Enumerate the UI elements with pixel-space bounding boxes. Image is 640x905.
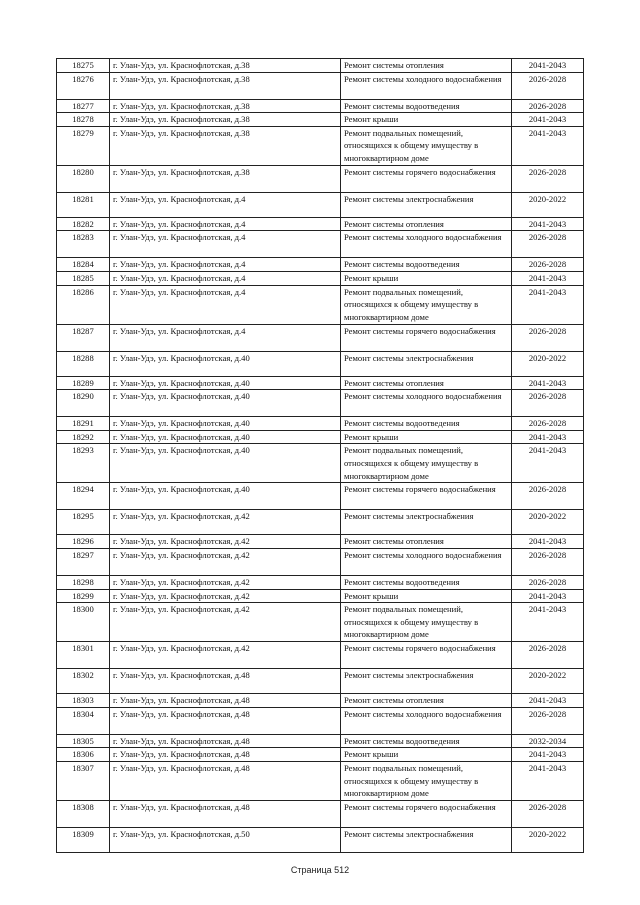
period-cell: 2020-2022 xyxy=(512,192,584,217)
table-row xyxy=(57,351,584,376)
address-cell: г. Улан-Удэ, ул. Краснофлотская, д.42 xyxy=(110,589,341,603)
work-type-cell: Ремонт системы отопления xyxy=(341,694,512,708)
address-cell: г. Улан-Удэ, ул. Краснофлотская, д.42 xyxy=(110,603,341,642)
work-type-cell: Ремонт системы холодного водоснабжения xyxy=(341,231,512,258)
period-cell: 2020-2022 xyxy=(512,669,584,694)
table-row xyxy=(57,694,584,708)
address-cell: г. Улан-Удэ, ул. Краснофлотская, д.42 xyxy=(110,548,341,575)
row-number-cell: 18291 xyxy=(57,417,110,431)
work-type-cell: Ремонт системы горячего водоснабжения xyxy=(341,483,512,510)
row-number-cell: 18309 xyxy=(57,827,110,852)
work-type-cell: Ремонт подвальных помещений, относящихся к общему имуществу в многоквартирном доме xyxy=(341,285,512,324)
address-cell: г. Улан-Удэ, ул. Краснофлотская, д.42 xyxy=(110,642,341,669)
work-type-cell: Ремонт системы холодного водоснабжения xyxy=(341,707,512,734)
table-row xyxy=(57,483,584,510)
address-cell: г. Улан-Удэ, ул. Краснофлотская, д.4 xyxy=(110,324,341,351)
table-row xyxy=(57,324,584,351)
address-cell: г. Улан-Удэ, ул. Краснофлотская, д.40 xyxy=(110,417,341,431)
table-row xyxy=(57,603,584,642)
address-cell: г. Улан-Удэ, ул. Краснофлотская, д.38 xyxy=(110,59,341,73)
page-number: Страница 512 xyxy=(290,865,350,875)
period-cell: 2026-2028 xyxy=(512,642,584,669)
row-number-cell: 18278 xyxy=(57,113,110,127)
table-row xyxy=(57,548,584,575)
period-cell: 2020-2022 xyxy=(512,827,584,852)
table-row xyxy=(57,748,584,762)
period-cell: 2041-2043 xyxy=(512,535,584,549)
page-footer xyxy=(0,865,640,875)
table-row xyxy=(57,800,584,827)
period-cell: 2041-2043 xyxy=(512,430,584,444)
row-number-cell: 18288 xyxy=(57,351,110,376)
work-type-cell: Ремонт системы горячего водоснабжения xyxy=(341,642,512,669)
address-cell: г. Улан-Удэ, ул. Краснофлотская, д.4 xyxy=(110,271,341,285)
table-row xyxy=(57,589,584,603)
address-cell: г. Улан-Удэ, ул. Краснофлотская, д.40 xyxy=(110,483,341,510)
work-type-cell: Ремонт крыши xyxy=(341,589,512,603)
row-number-cell: 18306 xyxy=(57,748,110,762)
period-cell: 2026-2028 xyxy=(512,99,584,113)
address-cell: г. Улан-Удэ, ул. Краснофлотская, д.4 xyxy=(110,217,341,231)
table-row xyxy=(57,535,584,549)
work-type-cell: Ремонт системы холодного водоснабжения xyxy=(341,390,512,417)
period-cell: 2026-2028 xyxy=(512,483,584,510)
period-cell: 2041-2043 xyxy=(512,59,584,73)
work-type-cell: Ремонт системы электроснабжения xyxy=(341,827,512,852)
address-cell: г. Улан-Удэ, ул. Краснофлотская, д.4 xyxy=(110,192,341,217)
period-cell: 2041-2043 xyxy=(512,694,584,708)
address-cell: г. Улан-Удэ, ул. Краснофлотская, д.40 xyxy=(110,376,341,390)
work-type-cell: Ремонт системы холодного водоснабжения xyxy=(341,72,512,99)
work-type-cell: Ремонт системы водоотведения xyxy=(341,417,512,431)
period-cell: 2026-2028 xyxy=(512,231,584,258)
address-cell: г. Улан-Удэ, ул. Краснофлотская, д.50 xyxy=(110,827,341,852)
period-cell: 2032-2034 xyxy=(512,734,584,748)
work-type-cell: Ремонт крыши xyxy=(341,271,512,285)
work-type-cell: Ремонт системы водоотведения xyxy=(341,258,512,272)
table-row xyxy=(57,444,584,483)
table-row xyxy=(57,231,584,258)
table-row xyxy=(57,734,584,748)
row-number-cell: 18298 xyxy=(57,575,110,589)
table-body xyxy=(57,59,584,853)
address-cell: г. Улан-Удэ, ул. Краснофлотская, д.48 xyxy=(110,707,341,734)
period-cell: 2026-2028 xyxy=(512,390,584,417)
period-cell: 2020-2022 xyxy=(512,351,584,376)
work-type-cell: Ремонт подвальных помещений, относящихся к общему имуществу в многоквартирном доме xyxy=(341,603,512,642)
table-row xyxy=(57,165,584,192)
work-type-cell: Ремонт системы отопления xyxy=(341,217,512,231)
table-row xyxy=(57,271,584,285)
repair-schedule-table xyxy=(56,58,584,853)
period-cell: 2041-2043 xyxy=(512,126,584,165)
work-type-cell: Ремонт системы горячего водоснабжения xyxy=(341,324,512,351)
work-type-cell: Ремонт системы горячего водоснабжения xyxy=(341,800,512,827)
period-cell: 2026-2028 xyxy=(512,548,584,575)
row-number-cell: 18305 xyxy=(57,734,110,748)
row-number-cell: 18303 xyxy=(57,694,110,708)
row-number-cell: 18276 xyxy=(57,72,110,99)
address-cell: г. Улан-Удэ, ул. Краснофлотская, д.42 xyxy=(110,510,341,535)
table-row xyxy=(57,390,584,417)
work-type-cell: Ремонт подвальных помещений, относящихся к общему имуществу в многоквартирном доме xyxy=(341,444,512,483)
table-row xyxy=(57,192,584,217)
work-type-cell: Ремонт системы холодного водоснабжения xyxy=(341,548,512,575)
table-row xyxy=(57,669,584,694)
period-cell: 2041-2043 xyxy=(512,376,584,390)
row-number-cell: 18301 xyxy=(57,642,110,669)
table-row xyxy=(57,258,584,272)
row-number-cell: 18290 xyxy=(57,390,110,417)
row-number-cell: 18287 xyxy=(57,324,110,351)
table-row xyxy=(57,72,584,99)
period-cell: 2026-2028 xyxy=(512,575,584,589)
address-cell: г. Улан-Удэ, ул. Краснофлотская, д.38 xyxy=(110,113,341,127)
row-number-cell: 18304 xyxy=(57,707,110,734)
document-page xyxy=(56,58,583,853)
row-number-cell: 18286 xyxy=(57,285,110,324)
address-cell: г. Улан-Удэ, ул. Краснофлотская, д.4 xyxy=(110,231,341,258)
table-row xyxy=(57,417,584,431)
address-cell: г. Улан-Удэ, ул. Краснофлотская, д.38 xyxy=(110,126,341,165)
table-row xyxy=(57,126,584,165)
row-number-cell: 18300 xyxy=(57,603,110,642)
work-type-cell: Ремонт системы отопления xyxy=(341,376,512,390)
work-type-cell: Ремонт системы водоотведения xyxy=(341,575,512,589)
row-number-cell: 18285 xyxy=(57,271,110,285)
row-number-cell: 18289 xyxy=(57,376,110,390)
work-type-cell: Ремонт системы отопления xyxy=(341,535,512,549)
table-row xyxy=(57,510,584,535)
table-row xyxy=(57,827,584,852)
address-cell: г. Улан-Удэ, ул. Краснофлотская, д.38 xyxy=(110,99,341,113)
work-type-cell: Ремонт системы электроснабжения xyxy=(341,669,512,694)
row-number-cell: 18294 xyxy=(57,483,110,510)
row-number-cell: 18292 xyxy=(57,430,110,444)
address-cell: г. Улан-Удэ, ул. Краснофлотская, д.48 xyxy=(110,800,341,827)
period-cell: 2026-2028 xyxy=(512,800,584,827)
work-type-cell: Ремонт системы отопления xyxy=(341,59,512,73)
address-cell: г. Улан-Удэ, ул. Краснофлотская, д.38 xyxy=(110,72,341,99)
row-number-cell: 18295 xyxy=(57,510,110,535)
row-number-cell: 18279 xyxy=(57,126,110,165)
row-number-cell: 18280 xyxy=(57,165,110,192)
table-row xyxy=(57,707,584,734)
period-cell: 2041-2043 xyxy=(512,285,584,324)
period-cell: 2041-2043 xyxy=(512,761,584,800)
address-cell: г. Улан-Удэ, ул. Краснофлотская, д.48 xyxy=(110,761,341,800)
period-cell: 2026-2028 xyxy=(512,417,584,431)
table-row xyxy=(57,59,584,73)
row-number-cell: 18308 xyxy=(57,800,110,827)
period-cell: 2020-2022 xyxy=(512,510,584,535)
table-row xyxy=(57,376,584,390)
table-row xyxy=(57,113,584,127)
row-number-cell: 18302 xyxy=(57,669,110,694)
row-number-cell: 18282 xyxy=(57,217,110,231)
row-number-cell: 18296 xyxy=(57,535,110,549)
work-type-cell: Ремонт крыши xyxy=(341,430,512,444)
work-type-cell: Ремонт системы электроснабжения xyxy=(341,192,512,217)
row-number-cell: 18284 xyxy=(57,258,110,272)
address-cell: г. Улан-Удэ, ул. Краснофлотская, д.48 xyxy=(110,694,341,708)
address-cell: г. Улан-Удэ, ул. Краснофлотская, д.4 xyxy=(110,258,341,272)
period-cell: 2026-2028 xyxy=(512,258,584,272)
row-number-cell: 18307 xyxy=(57,761,110,800)
address-cell: г. Улан-Удэ, ул. Краснофлотская, д.48 xyxy=(110,748,341,762)
address-cell: г. Улан-Удэ, ул. Краснофлотская, д.40 xyxy=(110,351,341,376)
address-cell: г. Улан-Удэ, ул. Краснофлотская, д.40 xyxy=(110,444,341,483)
table-row xyxy=(57,642,584,669)
period-cell: 2041-2043 xyxy=(512,271,584,285)
period-cell: 2041-2043 xyxy=(512,748,584,762)
work-type-cell: Ремонт системы электроснабжения xyxy=(341,510,512,535)
row-number-cell: 18281 xyxy=(57,192,110,217)
period-cell: 2041-2043 xyxy=(512,113,584,127)
period-cell: 2026-2028 xyxy=(512,165,584,192)
table-row xyxy=(57,99,584,113)
address-cell: г. Улан-Удэ, ул. Краснофлотская, д.38 xyxy=(110,165,341,192)
work-type-cell: Ремонт крыши xyxy=(341,113,512,127)
address-cell: г. Улан-Удэ, ул. Краснофлотская, д.40 xyxy=(110,430,341,444)
row-number-cell: 18299 xyxy=(57,589,110,603)
row-number-cell: 18283 xyxy=(57,231,110,258)
address-cell: г. Улан-Удэ, ул. Краснофлотская, д.48 xyxy=(110,669,341,694)
work-type-cell: Ремонт системы электроснабжения xyxy=(341,351,512,376)
address-cell: г. Улан-Удэ, ул. Краснофлотская, д.4 xyxy=(110,285,341,324)
work-type-cell: Ремонт крыши xyxy=(341,748,512,762)
work-type-cell: Ремонт системы водоотведения xyxy=(341,99,512,113)
row-number-cell: 18293 xyxy=(57,444,110,483)
table-row xyxy=(57,575,584,589)
table-row xyxy=(57,761,584,800)
address-cell: г. Улан-Удэ, ул. Краснофлотская, д.42 xyxy=(110,575,341,589)
row-number-cell: 18297 xyxy=(57,548,110,575)
period-cell: 2041-2043 xyxy=(512,589,584,603)
period-cell: 2026-2028 xyxy=(512,707,584,734)
row-number-cell: 18275 xyxy=(57,59,110,73)
work-type-cell: Ремонт системы водоотведения xyxy=(341,734,512,748)
row-number-cell: 18277 xyxy=(57,99,110,113)
table-row xyxy=(57,217,584,231)
table-row xyxy=(57,430,584,444)
period-cell: 2041-2043 xyxy=(512,603,584,642)
work-type-cell: Ремонт подвальных помещений, относящихся к общему имуществу в многоквартирном доме xyxy=(341,761,512,800)
work-type-cell: Ремонт подвальных помещений, относящихся к общему имуществу в многоквартирном доме xyxy=(341,126,512,165)
table-row xyxy=(57,285,584,324)
period-cell: 2041-2043 xyxy=(512,444,584,483)
period-cell: 2041-2043 xyxy=(512,217,584,231)
work-type-cell: Ремонт системы горячего водоснабжения xyxy=(341,165,512,192)
period-cell: 2026-2028 xyxy=(512,72,584,99)
address-cell: г. Улан-Удэ, ул. Краснофлотская, д.48 xyxy=(110,734,341,748)
address-cell: г. Улан-Удэ, ул. Краснофлотская, д.40 xyxy=(110,390,341,417)
period-cell: 2026-2028 xyxy=(512,324,584,351)
address-cell: г. Улан-Удэ, ул. Краснофлотская, д.42 xyxy=(110,535,341,549)
